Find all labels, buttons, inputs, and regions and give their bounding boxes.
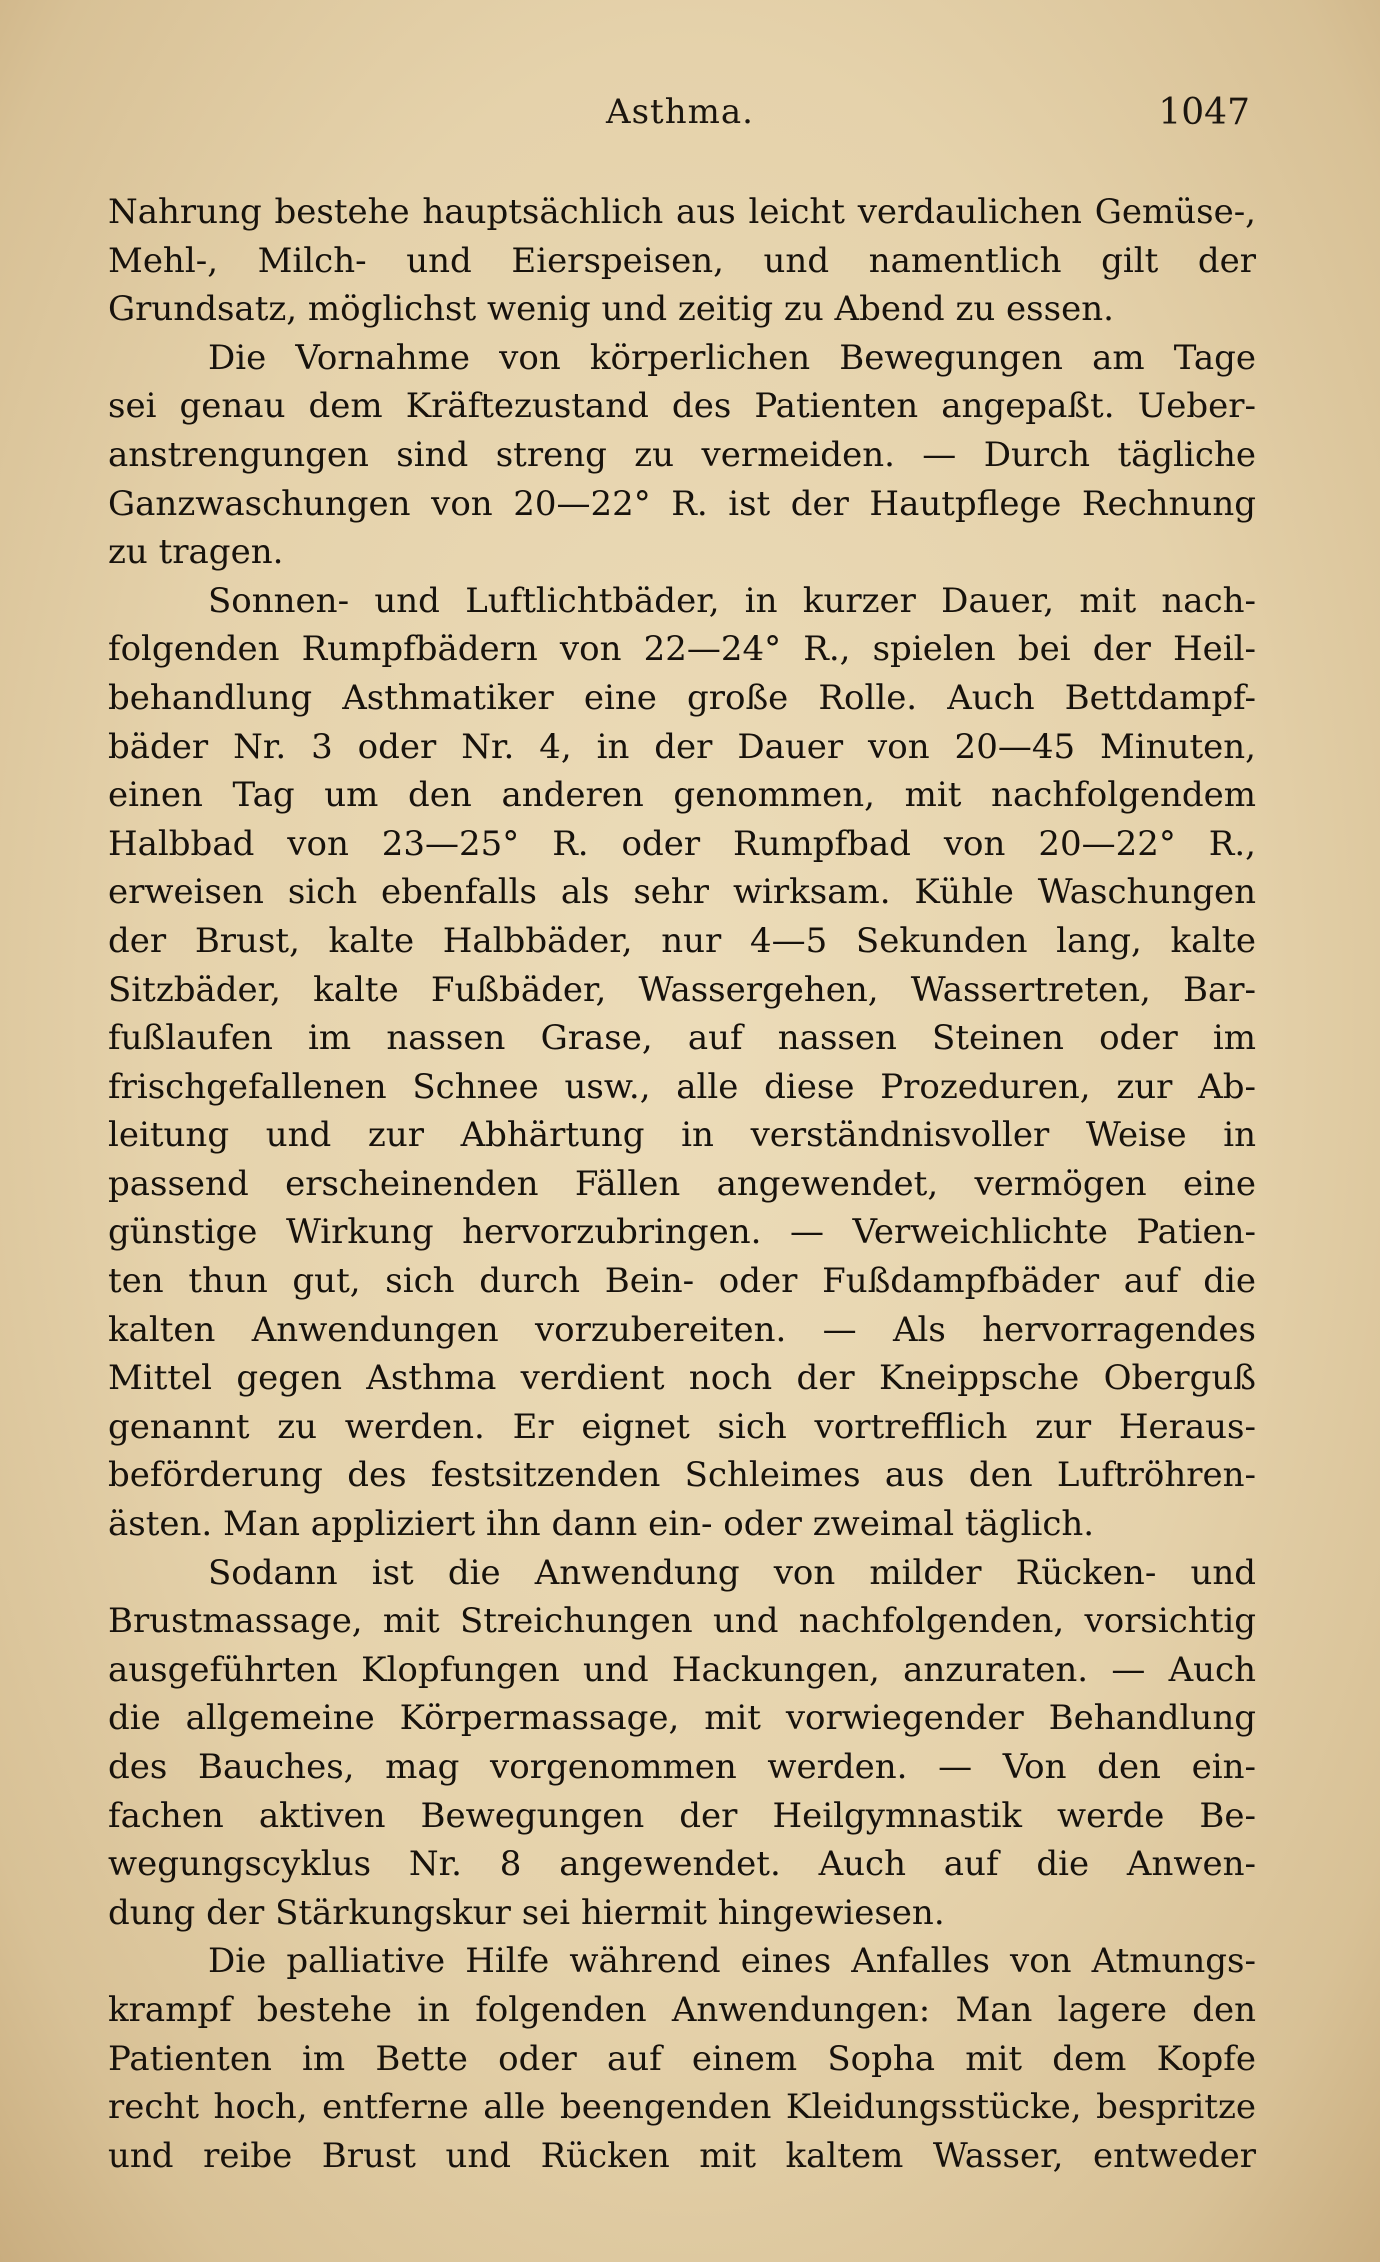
text-line: Ganzwaschungen von 20—22° R. ist der Hautpflege Rechnung [108,483,1256,524]
text-line: passend erscheinenden Fällen angewendet, vermögen eine [108,1163,1256,1204]
text-line: wegungscyklus Nr. 8 angewendet. Auch auf die Anwen- [108,1844,1256,1885]
text-line: behandlung Asthmatiker eine große Rolle. Auch Bettdampf- [108,677,1256,718]
text-line: recht hoch, entferne alle beengenden Kleidungsstücke, bespritze [108,2087,1256,2128]
text-line: Patienten im Bette oder auf einem Sopha mit dem Kopfe [108,2038,1256,2079]
text-line: die allgemeine Körpermassage, mit vorwiegender Behandlung [108,1698,1256,1739]
text-line: genannt zu werden. Er eignet sich vortrefflich zur Heraus- [108,1406,1256,1447]
text-line: Grundsatz, möglichst wenig und zeitig zu Abend zu essen. [108,289,1114,330]
text-line: krampf bestehe in folgenden Anwendungen: Man lagere den [108,1989,1256,2030]
text-line: beförderung des festsitzenden Schleimes aus den Luftröhren- [108,1455,1256,1496]
text-line: frischgefallenen Schnee usw., alle diese Prozeduren, zur Ab- [108,1066,1256,1107]
text-line: sei genau dem Kräftezustand des Patienten angepaßt. Ueber- [108,386,1256,427]
text-line: ausgeführten Klopfungen und Hackungen, anzuraten. — Auch [108,1649,1256,1690]
text-line: der Brust, kalte Halbbäder, nur 4—5 Sekunden lang, kalte [108,920,1256,961]
text-line: Sitzbäder, kalte Fußbäder, Wassergehen, Wassertreten, Bar- [108,969,1256,1010]
text-line: Mehl-, Milch- und Eierspeisen, und namentlich gilt der [108,240,1256,281]
text-line: Brustmassage, mit Streichungen und nachfolgenden, vorsichtig [108,1601,1256,1642]
text-line: fachen aktiven Bewegungen der Heilgymnastik werde Be- [108,1795,1256,1836]
text-line: leitung und zur Abhärtung in verständnisvoller Weise in [108,1115,1256,1156]
text-line: dung der Stärkungskur sei hiermit hingewiesen. [108,1892,945,1933]
text-line: Nahrung bestehe hauptsächlich aus leicht verdaulichen Gemüse-, [108,192,1256,232]
page-header [110,92,1250,142]
text-line: Halbbad von 23—25° R. oder Rumpfbad von 20—22° R., [108,823,1256,864]
page-number: 1047 [1158,92,1250,133]
text-line: Die Vornahme von körperlichen Bewegungen am Tage [208,337,1256,378]
text-line: fußlaufen im nassen Grase, auf nassen Steinen oder im [108,1018,1256,1059]
text-line: erweisen sich ebenfalls als sehr wirksam. Kühle Waschungen [108,872,1256,913]
text-line: kalten Anwendungen vorzubereiten. — Als hervorragendes [108,1309,1256,1350]
text-line: ästen. Man appliziert ihn dann ein- oder zweimal täglich. [108,1504,1095,1545]
text-line: einen Tag um den anderen genommen, mit nachfolgendem [108,775,1256,816]
text-line: und reibe Brust und Rücken mit kaltem Wasser, entweder [108,2135,1256,2176]
text-line: des Bauches, mag vorgenommen werden. — Von den ein- [108,1747,1256,1787]
text-line: Mittel gegen Asthma verdient noch der Kneippsche Oberguß [108,1358,1256,1399]
text-line: folgenden Rumpfbädern von 22—24° R., spielen bei der Heil- [108,629,1256,670]
body-text [108,188,1256,2180]
text-line: anstrengungen sind streng zu vermeiden. — Durch tägliche [108,434,1256,475]
text-line: Sodann ist die Anwendung von milder Rücken- und [208,1552,1256,1593]
text-line: zu tragen. [108,532,284,573]
text-line: ten thun gut, sich durch Bein- oder Fußdampfbäder auf die [108,1261,1256,1302]
text-line: Die palliative Hilfe während eines Anfalles von Atmungs- [208,1941,1256,1982]
text-line: bäder Nr. 3 oder Nr. 4, in der Dauer von 20—45 Minuten, [108,726,1256,767]
text-line: Sonnen- und Luftlichtbäder, in kurzer Dauer, mit nach- [208,580,1256,621]
text-line: günstige Wirkung hervorzubringen. — Verweichlichte Patien- [108,1212,1256,1253]
running-title: Asthma. [606,92,754,132]
